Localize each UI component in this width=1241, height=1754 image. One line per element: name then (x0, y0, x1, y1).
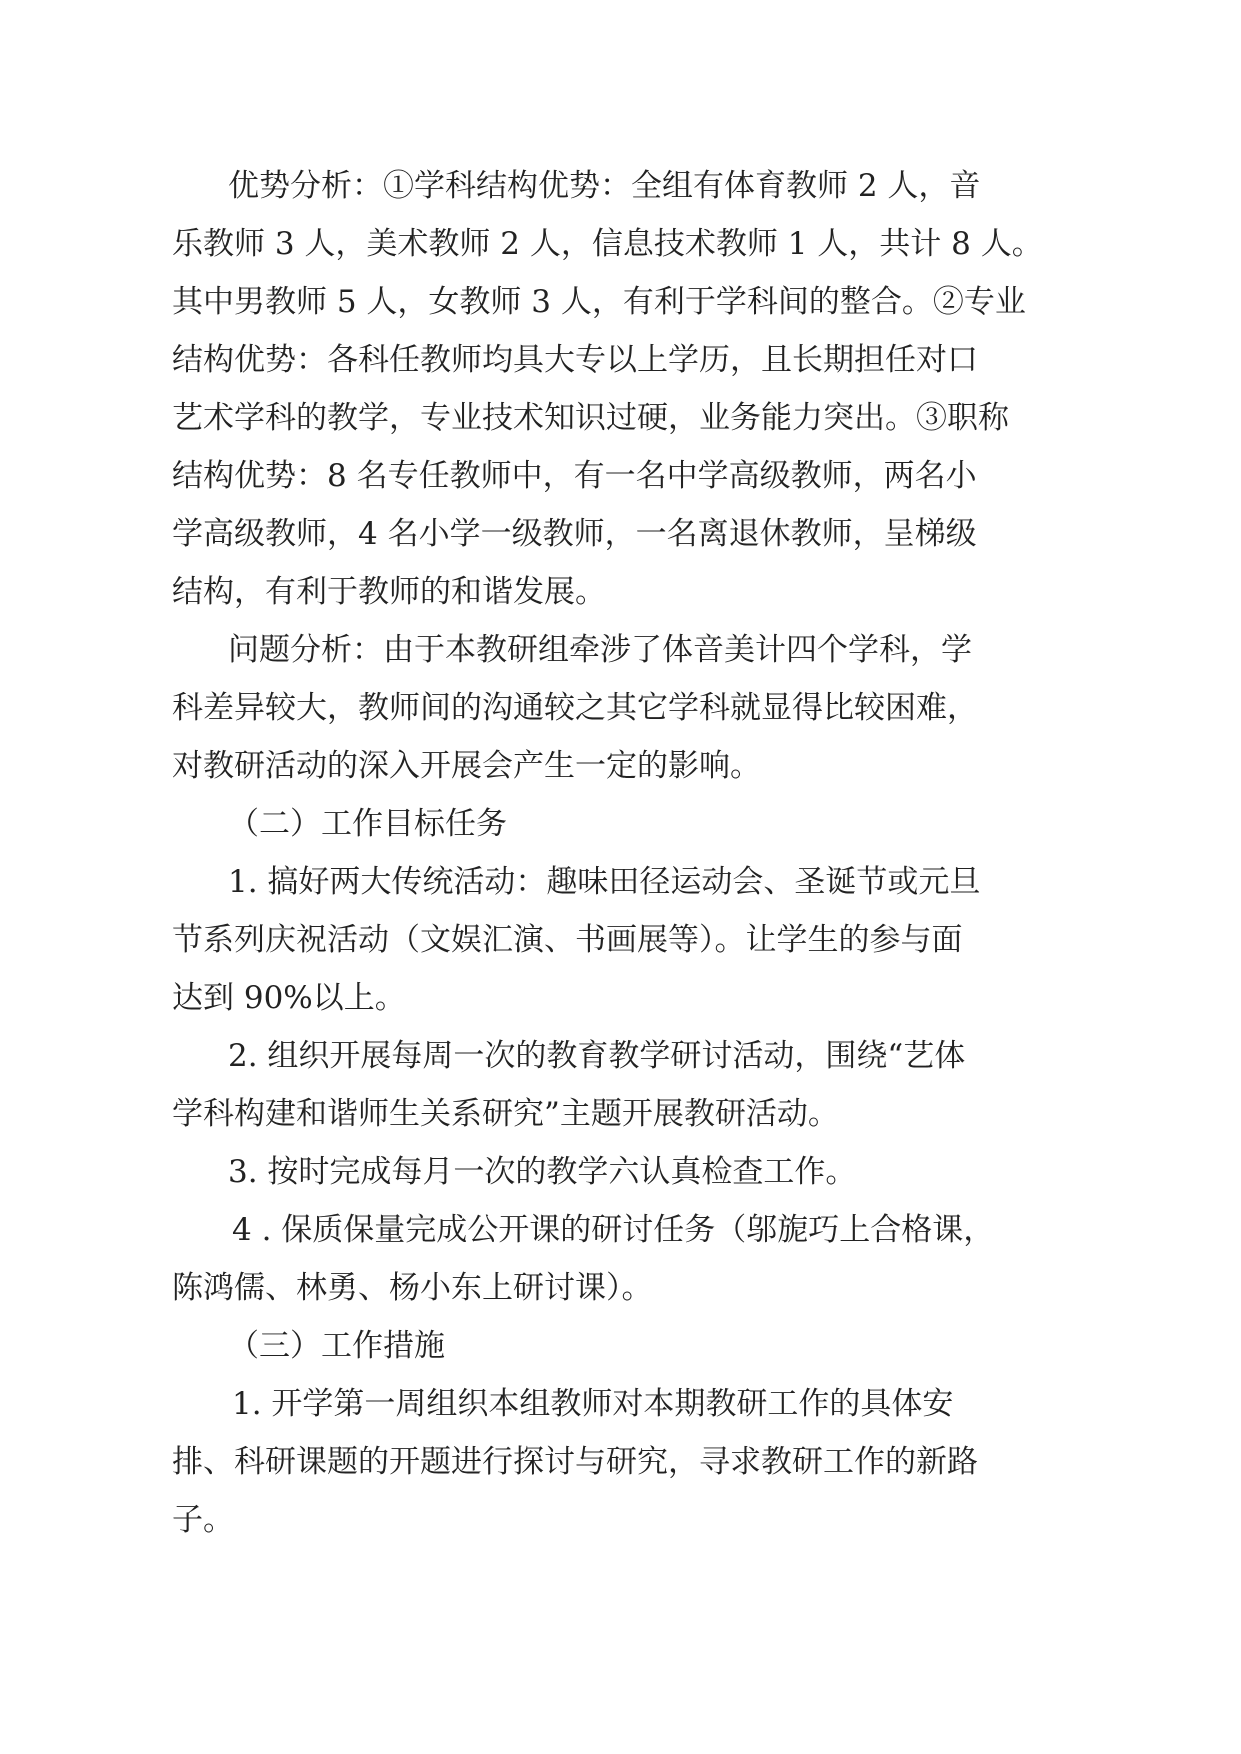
text-line: 1. 搞好两大传统活动：趣味田径运动会、圣诞节或元旦 (228, 864, 981, 900)
section-heading: （三）工作措施 (228, 1328, 445, 1364)
text-line: 子。 (172, 1502, 234, 1538)
text-line: 结构优势：各科任教师均具大专以上学历，且长期担任对口 (172, 342, 978, 378)
section-heading: （二）工作目标任务 (228, 806, 507, 842)
text-line: 科差异较大，教师间的沟通较之其它学科就显得比较困难， (172, 690, 978, 726)
text-line: 艺术学科的教学，专业技术知识过硬，业务能力突出。③职称 (172, 400, 1009, 436)
text-line: 2. 组织开展每周一次的教育教学研讨活动，围绕“艺体 (228, 1038, 966, 1074)
text-line: 节系列庆祝活动（文娱汇演、书画展等）。让学生的参与面 (172, 922, 963, 958)
text-line: 学科构建和谐师生关系研究”主题开展教研活动。 (172, 1096, 839, 1132)
text-line: 对教研活动的深入开展会产生一定的影响。 (172, 748, 761, 784)
text-line: 4 . 保质保量完成公开课的研讨任务（邬旎巧上合格课， (232, 1212, 995, 1248)
text-line: 学高级教师，4 名小学一级教师，一名离退休教师，呈梯级 (172, 516, 977, 552)
text-line: 结构，有利于教师的和谐发展。 (172, 574, 606, 610)
text-line: 结构优势：8 名专任教师中，有一名中学高级教师，两名小 (172, 458, 977, 494)
text-line: 乐教师 3 人，美术教师 2 人，信息技术教师 1 人，共计 8 人。 (172, 226, 1043, 262)
text-line: 3. 按时完成每月一次的教学六认真检查工作。 (228, 1154, 857, 1190)
text-line: 问题分析：由于本教研组牵涉了体音美计四个学科，学 (228, 632, 972, 668)
text-line: 达到 90%以上。 (172, 980, 406, 1016)
text-line: 1. 开学第一周组织本组教师对本期教研工作的具体安 (232, 1386, 954, 1422)
text-line: 陈鸿儒、林勇、杨小东上研讨课）。 (172, 1270, 653, 1306)
text-line: 其中男教师 5 人，女教师 3 人，有利于学科间的整合。②专业 (172, 284, 1026, 320)
text-line: 优势分析：①学科结构优势：全组有体育教师 2 人，音 (228, 168, 981, 204)
text-line: 排、科研课题的开题进行探讨与研究，寻求教研工作的新路 (172, 1444, 978, 1480)
